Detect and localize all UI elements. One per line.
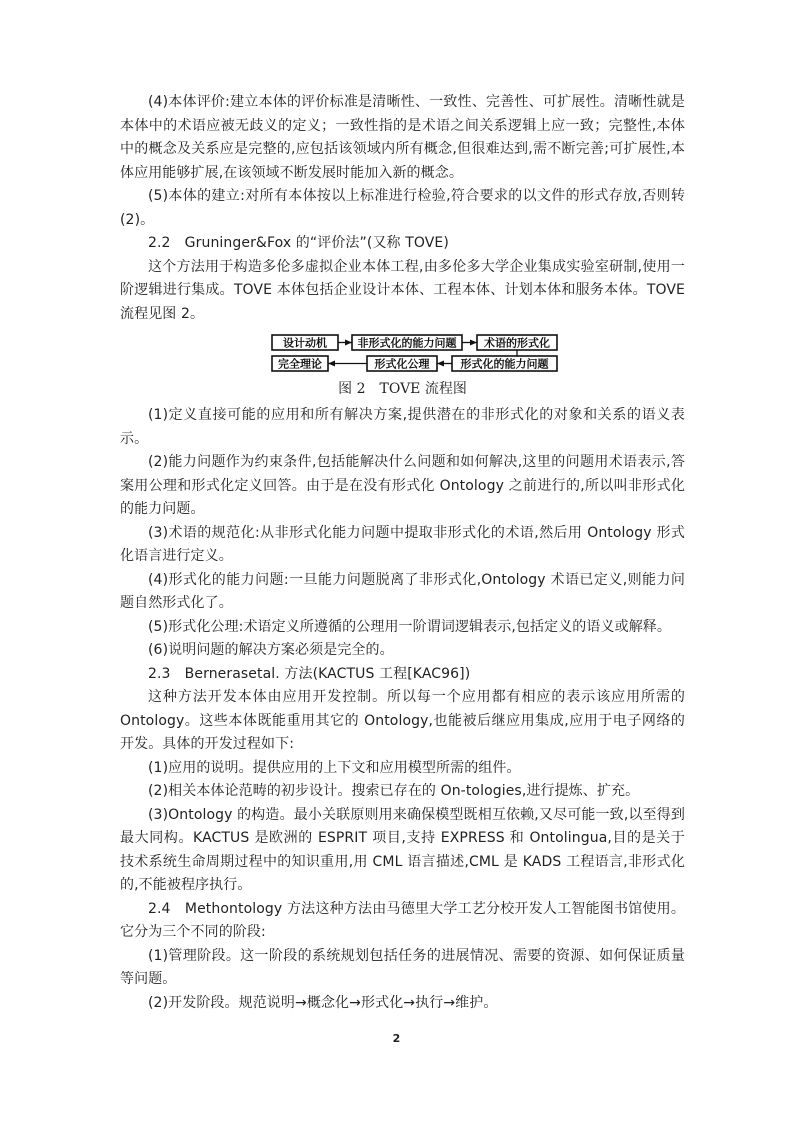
box-term-formalization-label: 术语的形式化 xyxy=(484,336,550,350)
paragraph-kactus-step-2: (2)相关本体论范畴的初步设计。搜索已存在的 On-tologies,进行提炼、扩充。 xyxy=(148,783,640,799)
paragraph-tove-step-4: (4)形式化的能力问题:一旦能力问题脱离了非形式化,Ontology 术语已定义,则能力问题自然形式化了。 xyxy=(120,571,685,611)
page-body xyxy=(120,91,685,1015)
section-heading-2-3: 2.3 Bernerasetal. 方法(KACTUS 工程[KAC96]) xyxy=(148,665,471,682)
section-heading-2-2: 2.2 Gruninger&Fox 的“评价法”(又称 TOVE) xyxy=(148,235,449,251)
box-formal-competency-label: 形式化的能力问题 xyxy=(460,357,549,371)
box-informal-competency-label: 非形式化的能力问题 xyxy=(357,336,457,350)
paragraph-kactus-intro: 这种方法开发本体由应用开发控制。所以每一个应用都有相应的表示该应用所需的 Ontology。这些本体既能重用其它的 Ontology,也能被后继应用集成,应用于电子网络的开发。具体的开发过程如下: xyxy=(120,689,685,752)
paragraph-tove-step-1: (1)定义直接可能的应用和所有解决方案,提供潜在的非形式化的对象和关系的语义表示。 xyxy=(120,407,685,447)
paragraph-ontology-evaluation: (4)本体评价:建立本体的评价标准是清晰性、一致性、完善性、可扩展性。清晰性就是本体中的术语应被无歧义的定义；一致性指的是术语之间关系逻辑上应一致；完整性,本体中的概念及关系应是完整的,应包括该领域内所有概念,但很难达到,需不断完善;可扩展性,本体应用能够扩展,在该领域不断发展时能加入新的概念。 xyxy=(120,94,685,181)
paragraph-methontology-step-1: (1)管理阶段。这一阶段的系统规划包括任务的进展情况、需要的资源、如何保证质量等问题。 xyxy=(120,947,685,987)
box-design-motivation xyxy=(272,335,338,350)
paragraph-ontology-building: (5)本体的建立:对所有本体按以上标准进行检验,符合要求的以文件的形式存放,否则转(2)。 xyxy=(120,188,685,228)
box-completeness-theorem xyxy=(272,356,328,371)
paragraph-tove-intro: 这个方法用于构造多伦多虚拟企业本体工程,由多伦多大学企业集成实验室研制,使用一阶逻辑进行集成。TOVE 本体包括企业设计本体、工程本体、计划本体和服务本体。TOVE 流程见图 2。 xyxy=(120,258,685,322)
box-completeness-theorem-label: 完全理论 xyxy=(278,357,322,371)
box-formal-competency xyxy=(452,356,557,371)
paragraph-kactus-step-1: (1)应用的说明。提供应用的上下文和应用模型所需的组件。 xyxy=(148,759,521,776)
box-informal-competency xyxy=(352,335,462,350)
box-formal-axioms-label: 形式化公理 xyxy=(374,357,430,371)
paragraph-kactus-step-3: (3)Ontology 的构造。最小关联原则用来确保模型既相互依赖,又尽可能一致,以至得到最大同构。KACTUS 是欧洲的 ESPRIT 项目,支持 EXPRESS 和 Ontolingua,目的是关于技术系统生命周期过程中的知识重用,用 CML 语言描述,CML 是 KADS 工程语言,非形式化的,不能被程序执行。 xyxy=(120,806,685,893)
paragraph-tove-step-6: (6)说明问题的解决方案必须是完全的。 xyxy=(148,642,394,658)
paragraph-methontology-step-2: (2)开发阶段。规范说明→概念化→形式化→执行→维护。 xyxy=(148,994,498,1011)
tove-flowchart-figure xyxy=(120,330,685,404)
figure-caption: 图 2 TOVE 流程图 xyxy=(338,381,467,397)
tove-flowchart-diagram xyxy=(270,330,560,378)
box-design-motivation-label: 设计动机 xyxy=(283,336,327,350)
paragraph-tove-step-2: (2)能力问题作为约束条件,包括能解决什么问题和如何解决,这里的问题用术语表示,答案用公理和形式化定义回答。由于是在没有形式化 Ontology 之前进行的,所以叫非形式化的能力问题。 xyxy=(120,454,685,517)
box-term-formalization xyxy=(477,335,557,350)
paragraph-tove-step-3: (3)术语的规范化:从非形式化能力问题中提取非形式化的术语,然后用 Ontology 形式化语言进行定义。 xyxy=(120,524,685,564)
page-number: 2 xyxy=(392,1032,401,1045)
box-formal-axioms xyxy=(367,356,437,371)
section-heading-2-4: 2.4 Methontology 方法这种方法由马德里大学工艺分校开发人工智能图书馆使用。它分为三个不同的阶段: xyxy=(120,900,685,940)
paragraph-tove-step-5: (5)形式化公理:术语定义所遵循的公理用一阶谓词逻辑表示,包括定义的语义或解释。 xyxy=(148,618,671,635)
